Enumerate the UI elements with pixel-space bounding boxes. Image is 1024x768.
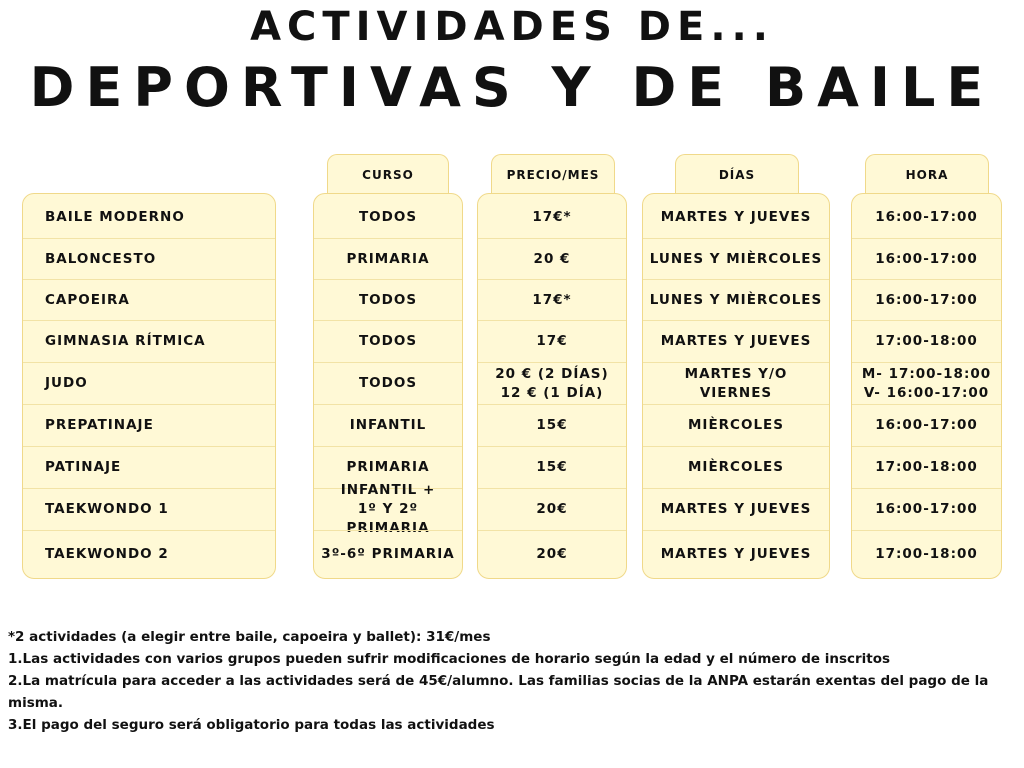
cell-dias: LUNES Y MIÈRCOLES (643, 238, 829, 280)
header-curso: CURSO (327, 154, 449, 194)
column-precio (477, 193, 627, 579)
cell-dias: MARTES Y JUEVES (643, 320, 829, 362)
cell-hora: 16:00-17:00 (852, 238, 1001, 280)
cell-precio: 17€* (478, 279, 626, 321)
cell-hora: 17:00-18:00 (852, 530, 1001, 578)
note-1: 1.Las actividades con varios grupos pueden sufrir modificaciones de horario según la edad y el número de inscritos (8, 651, 891, 667)
cell-curso: PRIMARIA (314, 446, 462, 488)
cell-dias: LUNES Y MIÈRCOLES (643, 279, 829, 321)
cell-hora: 16:00-17:00 (875, 208, 978, 225)
cell-precio: 20€ (478, 530, 626, 578)
notes-section (8, 626, 1018, 736)
cell-precio: 17€* (532, 208, 572, 225)
title-line-1: ACTIVIDADES DE... (250, 4, 774, 50)
cell-precio: 20 € (478, 238, 626, 280)
cell-hora: 16:00-17:00 (852, 279, 1001, 321)
cell-curso: TODOS (314, 362, 462, 404)
cell-actividad: TAEKWONDO 1 (23, 488, 275, 530)
cell-dias: MARTES Y JUEVES (660, 208, 812, 225)
cell-dias: MIÈRCOLES (643, 446, 829, 488)
cell-dias: MARTES Y JUEVES (643, 530, 829, 578)
cell-actividad: TAEKWONDO 2 (23, 530, 275, 578)
cell-actividad: PATINAJE (23, 446, 275, 488)
cell-precio: 20 € (2 DÍAS) 12 € (1 DÍA) (478, 362, 626, 404)
column-actividad (22, 193, 276, 579)
cell-curso: TODOS (358, 208, 418, 225)
note-3: 3.El pago del seguro será obligatorio para todas las actividades (8, 717, 495, 733)
cell-actividad: JUDO (23, 362, 275, 404)
cell-actividad: CAPOEIRA (23, 279, 275, 321)
title-line-2: DEPORTIVAS Y DE BAILE (29, 56, 995, 119)
header-precio: PRECIO/MES (491, 154, 615, 194)
column-hora (851, 193, 1002, 579)
cell-hora: 17:00-18:00 (852, 320, 1001, 362)
cell-actividad: BALONCESTO (23, 238, 275, 280)
cell-precio: 15€ (478, 404, 626, 446)
cell-hora: 16:00-17:00 (852, 404, 1001, 446)
cell-precio: 20€ (478, 488, 626, 530)
note-2: 2.La matrícula para acceder a las actividades será de 45€/alumno. Las familias socias de la ANPA estarán exentas del pago de la misma. (8, 673, 989, 711)
cell-dias: MARTES Y/O VIERNES (643, 362, 829, 404)
cell-hora: 16:00-17:00 (852, 488, 1001, 530)
cell-actividad: GIMNASIA RÍTMICA (23, 320, 275, 362)
cell-actividad: BAILE MODERNO (45, 208, 185, 225)
cell-dias: MARTES Y JUEVES (643, 488, 829, 530)
cell-dias: MIÈRCOLES (643, 404, 829, 446)
header-hora: HORA (865, 154, 989, 194)
cell-curso: 3º-6º PRIMARIA (314, 530, 462, 578)
cell-hora: 17:00-18:00 (852, 446, 1001, 488)
cell-curso: TODOS (314, 279, 462, 321)
cell-curso: PRIMARIA (314, 238, 462, 280)
cell-curso: INFANTIL + 1º Y 2º PRIMARIA (314, 488, 462, 530)
cell-precio: 15€ (478, 446, 626, 488)
cell-precio: 17€ (478, 320, 626, 362)
note-asterisk: *2 actividades (a elegir entre baile, capoeira y ballet): 31€/mes (8, 629, 491, 645)
cell-curso: INFANTIL (314, 404, 462, 446)
column-dias (642, 193, 830, 579)
header-dias: DÍAS (675, 154, 799, 194)
cell-actividad: PREPATINAJE (23, 404, 275, 446)
cell-hora: M- 17:00-18:00 V- 16:00-17:00 (852, 362, 1001, 404)
cell-curso: TODOS (314, 320, 462, 362)
column-curso (313, 193, 463, 579)
